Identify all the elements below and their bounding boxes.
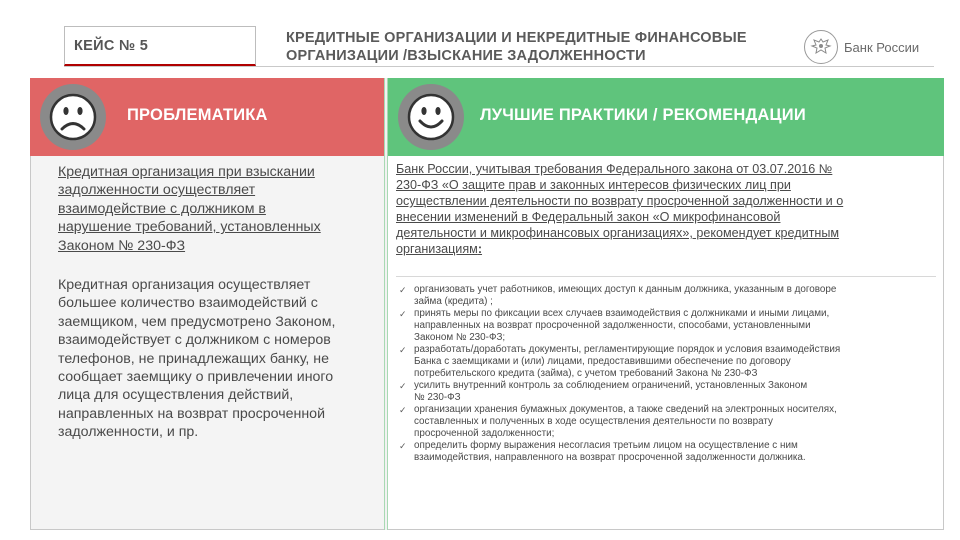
list-item [398,284,938,308]
practices-heading: ЛУЧШИЕ ПРАКТИКИ / РЕКОМЕНДАЦИИ [480,106,806,124]
case-label: КЕЙС № 5 [64,26,256,66]
checkmark-icon: ✓ [399,381,407,391]
text-line: организовать учет работников, имеющих доступ к данным должника, указанным в договоре [414,284,837,295]
text-line: большее количество взаимодействий с [58,295,318,312]
column-divider [384,78,388,530]
text-line: телефонов, не принадлежащих банку, не [58,350,330,367]
eagle-emblem-icon [804,30,838,64]
text-line: № 230-ФЗ [414,392,461,403]
text-line: потребительского кредита (займа), с учетом требований Закона № 230-ФЗ [414,368,758,379]
text-line: просроченной задолженности; [414,428,555,439]
text-line: 230-ФЗ «О защите прав и законных интересов физических лиц при [396,178,791,192]
text-line: заемщиком, чем предусмотрено Законом, [58,313,336,330]
recommendation-intro [396,161,922,257]
text-line: разработать/доработать документы, регламентирующие порядок и условия взаимодействия [414,344,841,355]
title-line-2: ОРГАНИЗАЦИИ /ВЗЫСКАНИЕ ЗАДОЛЖЕННОСТИ [286,48,646,64]
header-divider [64,66,934,67]
checkmark-icon: ✓ [399,405,407,415]
list-item [398,404,938,440]
text-line: Кредитная организация при взыскании [58,164,315,180]
text-line: Кредитная организация осуществляет [58,277,311,293]
list-item [398,380,938,404]
text-line: Законом № 230-ФЗ [58,237,186,254]
list-item [398,344,938,380]
intro-last-word: организациям [396,242,478,256]
text-line: взаимодействие с должником в [58,200,266,217]
intro-colon: : [477,242,483,256]
text-line: осуществлении деятельности по возврату просроченной задолженности и о [396,194,844,208]
text-line: усилить внутренний контроль за соблюдением ограничений, установленных Законом [414,380,808,391]
text-line: принять меры по фиксации всех случаев взаимодействия с должниками и иными лицами, [414,308,830,319]
text-line: сообщает заемщику о привлечении иного [58,369,334,386]
intro-divider [396,276,936,277]
bank-name: Банк России [844,39,920,55]
happy-face-icon [398,84,464,150]
text-line: Банк России, учитывая требования Федерального закона от 03.07.2016 № [396,162,833,176]
checkmark-icon: ✓ [399,441,407,451]
bank-logo [804,30,919,64]
list-item [398,308,938,344]
sad-face-icon [40,84,106,150]
text-line: деятельности и микрофинансовых организациях», рекомендует кредитным [396,226,840,240]
text-line: организации хранения бумажных документов, а также сведений на электронных носителях, [414,404,837,415]
text-line: направленных на возврат просроченной задолженности, способами, установленными [414,320,811,331]
problem-paragraph-2 [58,276,368,442]
text-line: направленных на возврат просроченной [58,405,325,422]
text-line: взаимодействует с должником с номеров [58,332,331,349]
text-line: лица для осуществления действий, [58,387,294,404]
text-line: взаимодействия, направленного на возврат просроченной задолженности должника. [414,452,806,463]
problems-heading: ПРОБЛЕМАТИКА [127,106,268,124]
page-title [286,29,796,65]
text-line: нарушение требований, установленных [58,219,321,236]
title-line-1: КРЕДИТНЫЕ ОРГАНИЗАЦИИ И НЕКРЕДИТНЫЕ ФИНАНСОВЫЕ [286,30,747,46]
checkmark-icon: ✓ [399,285,407,295]
text-line: задолженности, и пр. [58,424,199,441]
checkmark-icon: ✓ [399,309,407,319]
text-line [396,241,922,257]
recommendation-list [398,284,938,464]
text-line: Законом № 230-ФЗ; [414,332,506,343]
checkmark-icon: ✓ [399,345,407,355]
text-line: Банка с заемщиками и (или) лицами, предоставившими обеспечение по договору [414,356,791,367]
text-line: составленных и полученных в ходе осуществления деятельности по возврату [414,416,773,427]
problem-paragraph-1 [58,163,358,255]
list-item [398,440,938,464]
text-line: определить форму выражения несогласия третьим лицом на осуществление с ним [414,440,798,451]
text-line: задолженности осуществляет [58,182,256,199]
text-line: внесении изменений в Федеральный закон «О микрофинансовой [396,210,781,224]
text-line: займа (кредита) ; [414,296,493,307]
